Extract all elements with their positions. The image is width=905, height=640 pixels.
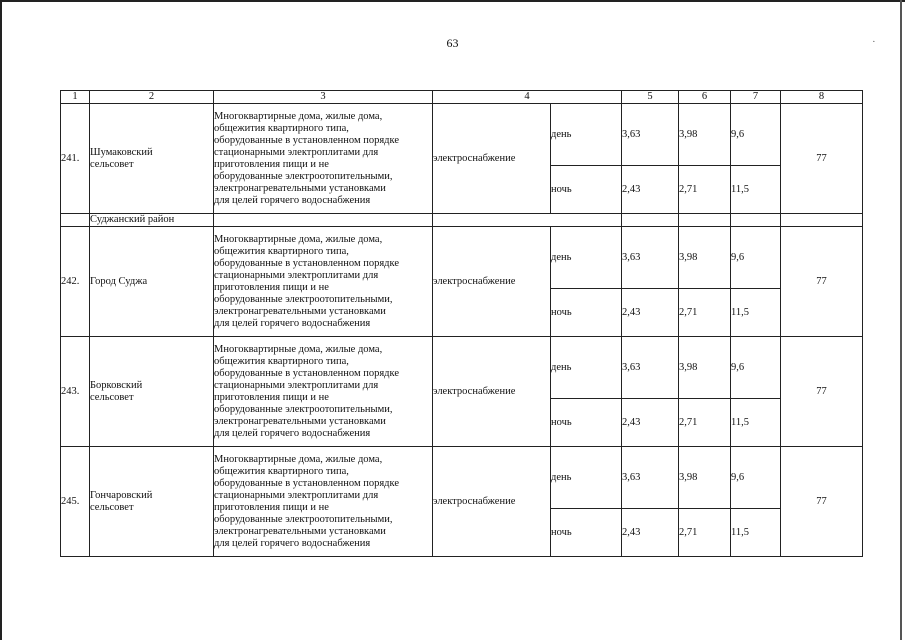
description-line: стационарными электроплитами для: [214, 379, 379, 391]
tariff-table: [60, 90, 863, 557]
day-value-col7: 9,6: [731, 447, 781, 509]
description-line: оборудованные электроотопительными,: [214, 513, 393, 525]
service-type: электроснабжение: [433, 227, 551, 337]
description-line: оборудованные в установленном порядке: [214, 134, 400, 146]
description-line: для целей горячего водоснабжения: [214, 537, 371, 549]
night-value-col5: 2,43: [622, 166, 679, 214]
district-empty-cell: [61, 214, 90, 227]
period-day: день: [551, 104, 622, 166]
description-line: оборудованные в установленном порядке: [214, 257, 400, 269]
scan-border-top: [0, 0, 905, 2]
district-empty-cell: [433, 214, 622, 227]
settlement-name-line: Гончаровский: [90, 489, 153, 501]
row-number: 242.: [61, 227, 90, 337]
description-line: общежития квартирного типа,: [214, 355, 349, 367]
description-line: приготовления пищи и не: [214, 391, 329, 403]
scan-speck: ·: [872, 36, 876, 48]
description-line: стационарными электроплитами для: [214, 269, 379, 281]
description-line: приготовления пищи и не: [214, 281, 329, 293]
day-value-col5: 3,63: [622, 337, 679, 399]
night-value-col6: 2,71: [679, 509, 731, 557]
description-line: для целей горячего водоснабжения: [214, 194, 371, 206]
district-empty-cell: [679, 214, 731, 227]
night-value-col6: 2,71: [679, 166, 731, 214]
consumer-description: [214, 227, 433, 337]
night-value-col6: 2,71: [679, 289, 731, 337]
page-number: 63: [446, 36, 459, 50]
service-type: электроснабжение: [433, 447, 551, 557]
consumer-description: [214, 104, 433, 214]
description-line: для целей горячего водоснабжения: [214, 317, 371, 329]
description-line: Многоквартирные дома, жилые дома,: [214, 343, 383, 355]
period-night: ночь: [551, 166, 622, 214]
day-value-col5: 3,63: [622, 104, 679, 166]
period-night: ночь: [551, 399, 622, 447]
table-body: [61, 91, 863, 557]
col8-value: 77: [781, 104, 863, 214]
period-night: ночь: [551, 509, 622, 557]
description-line: оборудованные электроотопительными,: [214, 293, 393, 305]
description-line: стационарными электроплитами для: [214, 146, 379, 158]
description-line: приготовления пищи и не: [214, 158, 329, 170]
night-value-col7: 11,5: [731, 399, 781, 447]
header-cell-1: 1: [61, 91, 90, 104]
description-line: Многоквартирные дома, жилые дома,: [214, 233, 383, 245]
district-empty-cell: [622, 214, 679, 227]
settlement-name-line: сельсовет: [90, 391, 134, 403]
row-number: 241.: [61, 104, 90, 214]
scan-border-left: [0, 0, 2, 640]
night-value-col6: 2,71: [679, 399, 731, 447]
period-night: ночь: [551, 289, 622, 337]
settlement-name-line: Борковский: [90, 379, 143, 391]
description-line: оборудованные в установленном порядке: [214, 367, 400, 379]
day-value-col7: 9,6: [731, 227, 781, 289]
day-value-col6: 3,98: [679, 104, 731, 166]
header-cell-3: 3: [214, 91, 433, 104]
table-row: [61, 227, 863, 289]
day-value-col7: 9,6: [731, 337, 781, 399]
description-line: электронагревательными установками: [214, 182, 386, 194]
district-name: Суджанский район: [90, 214, 214, 227]
settlement-name-line: Шумаковский: [90, 146, 153, 158]
settlement-name-line: сельсовет: [90, 158, 134, 170]
settlement-name: [90, 104, 214, 214]
day-value-col6: 3,98: [679, 447, 731, 509]
description-line: приготовления пищи и не: [214, 501, 329, 513]
table-row: [61, 337, 863, 399]
night-value-col7: 11,5: [731, 509, 781, 557]
description-line: общежития квартирного типа,: [214, 245, 349, 257]
header-cell-4: 4: [433, 91, 622, 104]
description-line: для целей горячего водоснабжения: [214, 427, 371, 439]
row-number: 245.: [61, 447, 90, 557]
district-empty-cell: [781, 214, 863, 227]
col8-value: 77: [781, 447, 863, 557]
settlement-name: [90, 337, 214, 447]
col8-value: 77: [781, 227, 863, 337]
night-value-col5: 2,43: [622, 509, 679, 557]
table-row: [61, 447, 863, 509]
description-line: Многоквартирные дома, жилые дома,: [214, 453, 383, 465]
description-line: общежития квартирного типа,: [214, 465, 349, 477]
period-day: день: [551, 447, 622, 509]
service-type: электроснабжение: [433, 104, 551, 214]
night-value-col7: 11,5: [731, 289, 781, 337]
night-value-col5: 2,43: [622, 399, 679, 447]
night-value-col5: 2,43: [622, 289, 679, 337]
description-line: электронагревательными установками: [214, 305, 386, 317]
settlement-name-line: сельсовет: [90, 501, 134, 513]
period-day: день: [551, 337, 622, 399]
day-value-col6: 3,98: [679, 227, 731, 289]
period-day: день: [551, 227, 622, 289]
description-line: общежития квартирного типа,: [214, 122, 349, 134]
col8-value: 77: [781, 337, 863, 447]
table-row: [61, 104, 863, 166]
header-cell-2: 2: [90, 91, 214, 104]
day-value-col6: 3,98: [679, 337, 731, 399]
consumer-description: [214, 447, 433, 557]
scan-border-right: [900, 0, 902, 640]
settlement-name: [90, 227, 214, 337]
night-value-col7: 11,5: [731, 166, 781, 214]
day-value-col7: 9,6: [731, 104, 781, 166]
header-cell-7: 7: [731, 91, 781, 104]
district-empty-cell: [731, 214, 781, 227]
description-line: Многоквартирные дома, жилые дома,: [214, 110, 383, 122]
day-value-col5: 3,63: [622, 447, 679, 509]
service-type: электроснабжение: [433, 337, 551, 447]
settlement-name: [90, 447, 214, 557]
header-cell-5: 5: [622, 91, 679, 104]
district-empty-cell: [214, 214, 433, 227]
table-header-row: [61, 91, 863, 104]
description-line: оборудованные электроотопительными,: [214, 170, 393, 182]
description-line: электронагревательными установками: [214, 415, 386, 427]
day-value-col5: 3,63: [622, 227, 679, 289]
description-line: оборудованные электроотопительными,: [214, 403, 393, 415]
description-line: оборудованные в установленном порядке: [214, 477, 400, 489]
description-line: стационарными электроплитами для: [214, 489, 379, 501]
consumer-description: [214, 337, 433, 447]
description-line: электронагревательными установками: [214, 525, 386, 537]
district-row: [61, 214, 863, 227]
row-number: 243.: [61, 337, 90, 447]
settlement-name-line: Город Суджа: [90, 275, 148, 287]
header-cell-8: 8: [781, 91, 863, 104]
header-cell-6: 6: [679, 91, 731, 104]
